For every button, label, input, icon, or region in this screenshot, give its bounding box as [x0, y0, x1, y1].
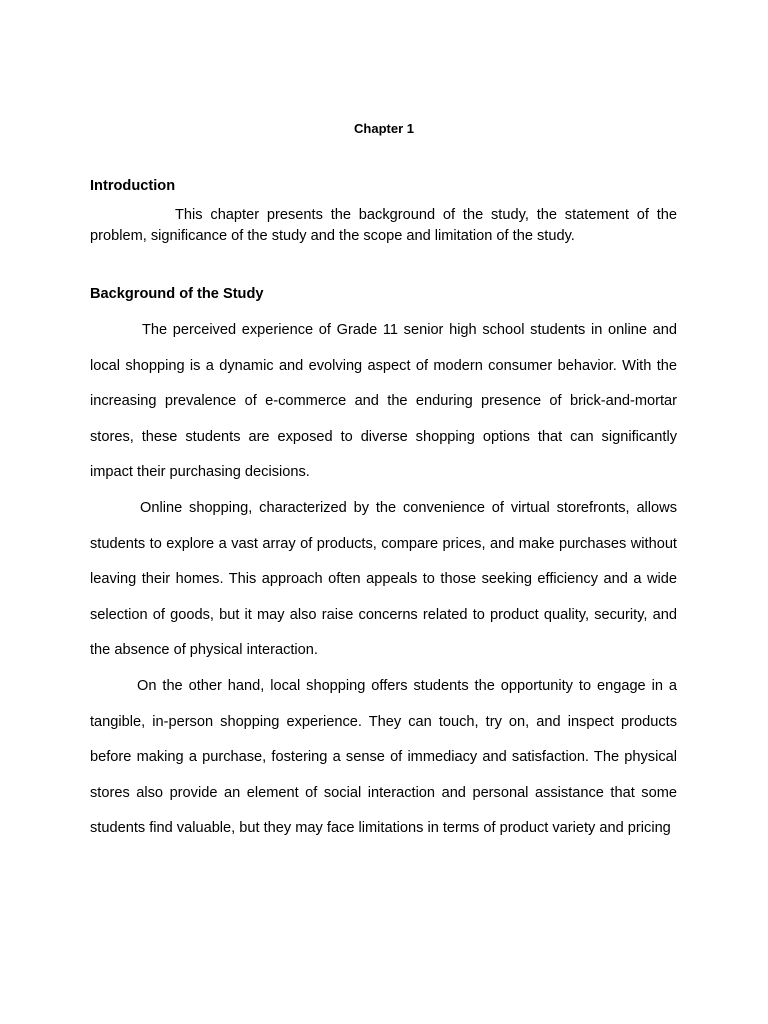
chapter-title: Chapter 1 — [354, 121, 414, 136]
background-paragraph-2: Online shopping, characterized by the convenience of virtual storefronts, allows students to explore a vast array of products, compare prices, and make purchases without leaving their homes. This approach often appeals to those seeking efficiency and a wide selection of goods, but it may also raise concerns related to product quality, security, and the absence of physical interaction. — [90, 499, 677, 659]
background-paragraph-1: The perceived experience of Grade 11 senior high school students in online and local shopping is a dynamic and evolving aspect of modern consumer behavior. With the increasing prevalence of e-commerce and the enduring presence of brick-and-mortar stores, these students are exposed to diverse shopping options that can significantly impact their purchasing decisions. — [90, 322, 677, 481]
background-body — [90, 313, 677, 847]
background-heading: Background of the Study — [90, 286, 264, 302]
background-paragraph-3: On the other hand, local shopping offers students the opportunity to engage in a tangible, in-person shopping experience. They can touch, try on, and inspect products before making a purchase, fostering a sense of immediacy and satisfaction. The physical stores also provide an element of social interaction and personal assistance that some students find valuable, but they may face limitations in terms of product variety and pricing — [90, 677, 677, 837]
introduction-paragraph: This chapter presents the background of the study, the statement of the problem, significance of the study and the scope and limitation of the study. — [90, 207, 677, 244]
introduction-heading: Introduction — [90, 178, 176, 194]
